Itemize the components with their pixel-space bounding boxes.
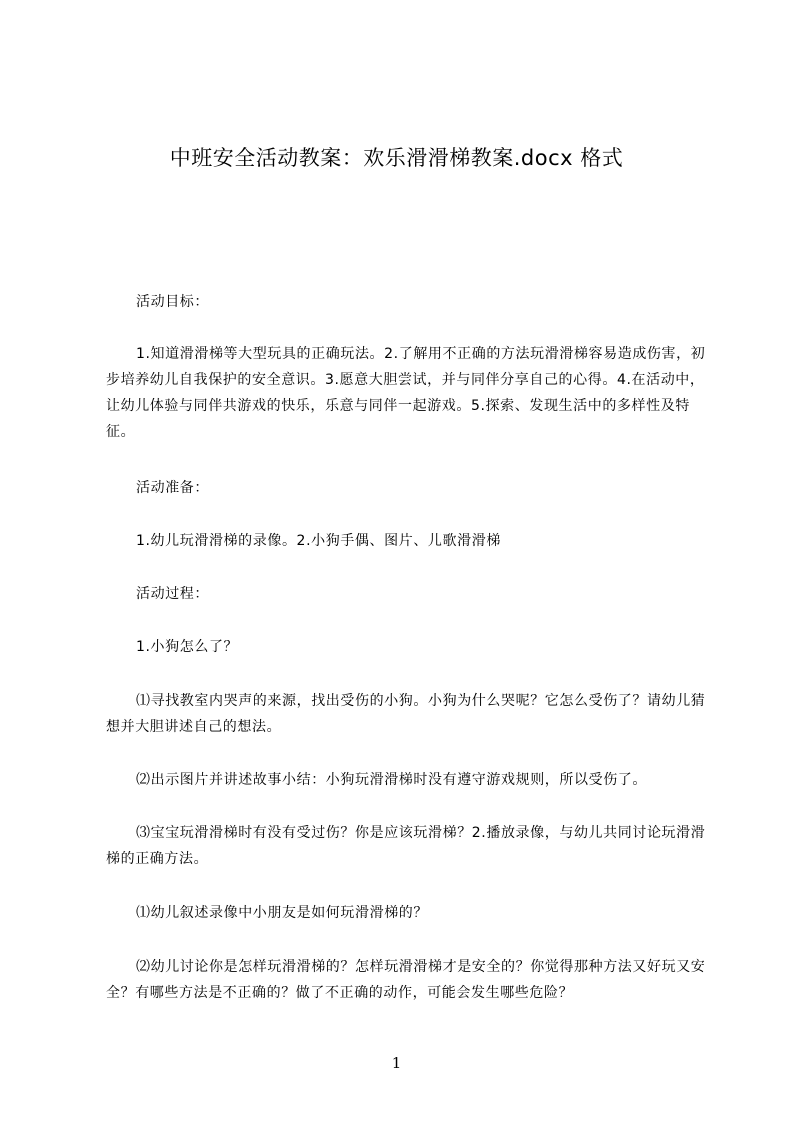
process-heading: 活动过程： xyxy=(136,586,209,602)
prep-heading: 活动准备： xyxy=(136,480,209,496)
step-2b-paragraph: ⑵幼儿讨论你是怎样玩滑滑梯的？怎样玩滑滑梯才是安全的？你觉得那种方法又好玩又安全？有哪些方法是不正确的？做了不正确的动作，可能会发生哪些危险？ xyxy=(106,959,706,1001)
goals-paragraph: 1.知道滑滑梯等大型玩具的正确玩法。2.了解用不正确的方法玩滑滑梯容易造成伤害，初步培养幼儿自我保护的安全意识。3.愿意大胆尝试，并与同伴分享自己的心得。4.在活动中，让幼儿体验与同伴共游戏的快乐，乐意与同伴一起游戏。5.探索、发现生活中的多样性及特征。 xyxy=(106,346,706,440)
goals-heading: 活动目标： xyxy=(136,294,209,310)
prep-paragraph: 1.幼儿玩滑滑梯的录像。2.小狗手偶、图片、儿歌滑滑梯 xyxy=(136,533,501,549)
step-1-heading: 1.小狗怎么了？ xyxy=(136,639,239,655)
document-title: 中班安全活动教案：欢乐滑滑梯教案.docx 格式 xyxy=(169,146,624,170)
page-number: 1 xyxy=(391,1054,402,1072)
step-1c-paragraph: ⑶宝宝玩滑滑梯时有没有受过伤？你是应该玩滑梯？2.播放录像，与幼儿共同讨论玩滑滑梯的正确方法。 xyxy=(106,825,706,867)
step-1a-paragraph: ⑴寻找教室内哭声的来源，找出受伤的小狗。小狗为什么哭呢？它怎么受伤了？请幼儿猜想并大胆讲述自己的想法。 xyxy=(106,693,706,735)
step-1b-paragraph: ⑵出示图片并讲述故事小结：小狗玩滑滑梯时没有遵守游戏规则，所以受伤了。 xyxy=(136,772,647,788)
step-2a-paragraph: ⑴幼儿叙述录像中小朋友是如何玩滑滑梯的？ xyxy=(136,905,428,921)
